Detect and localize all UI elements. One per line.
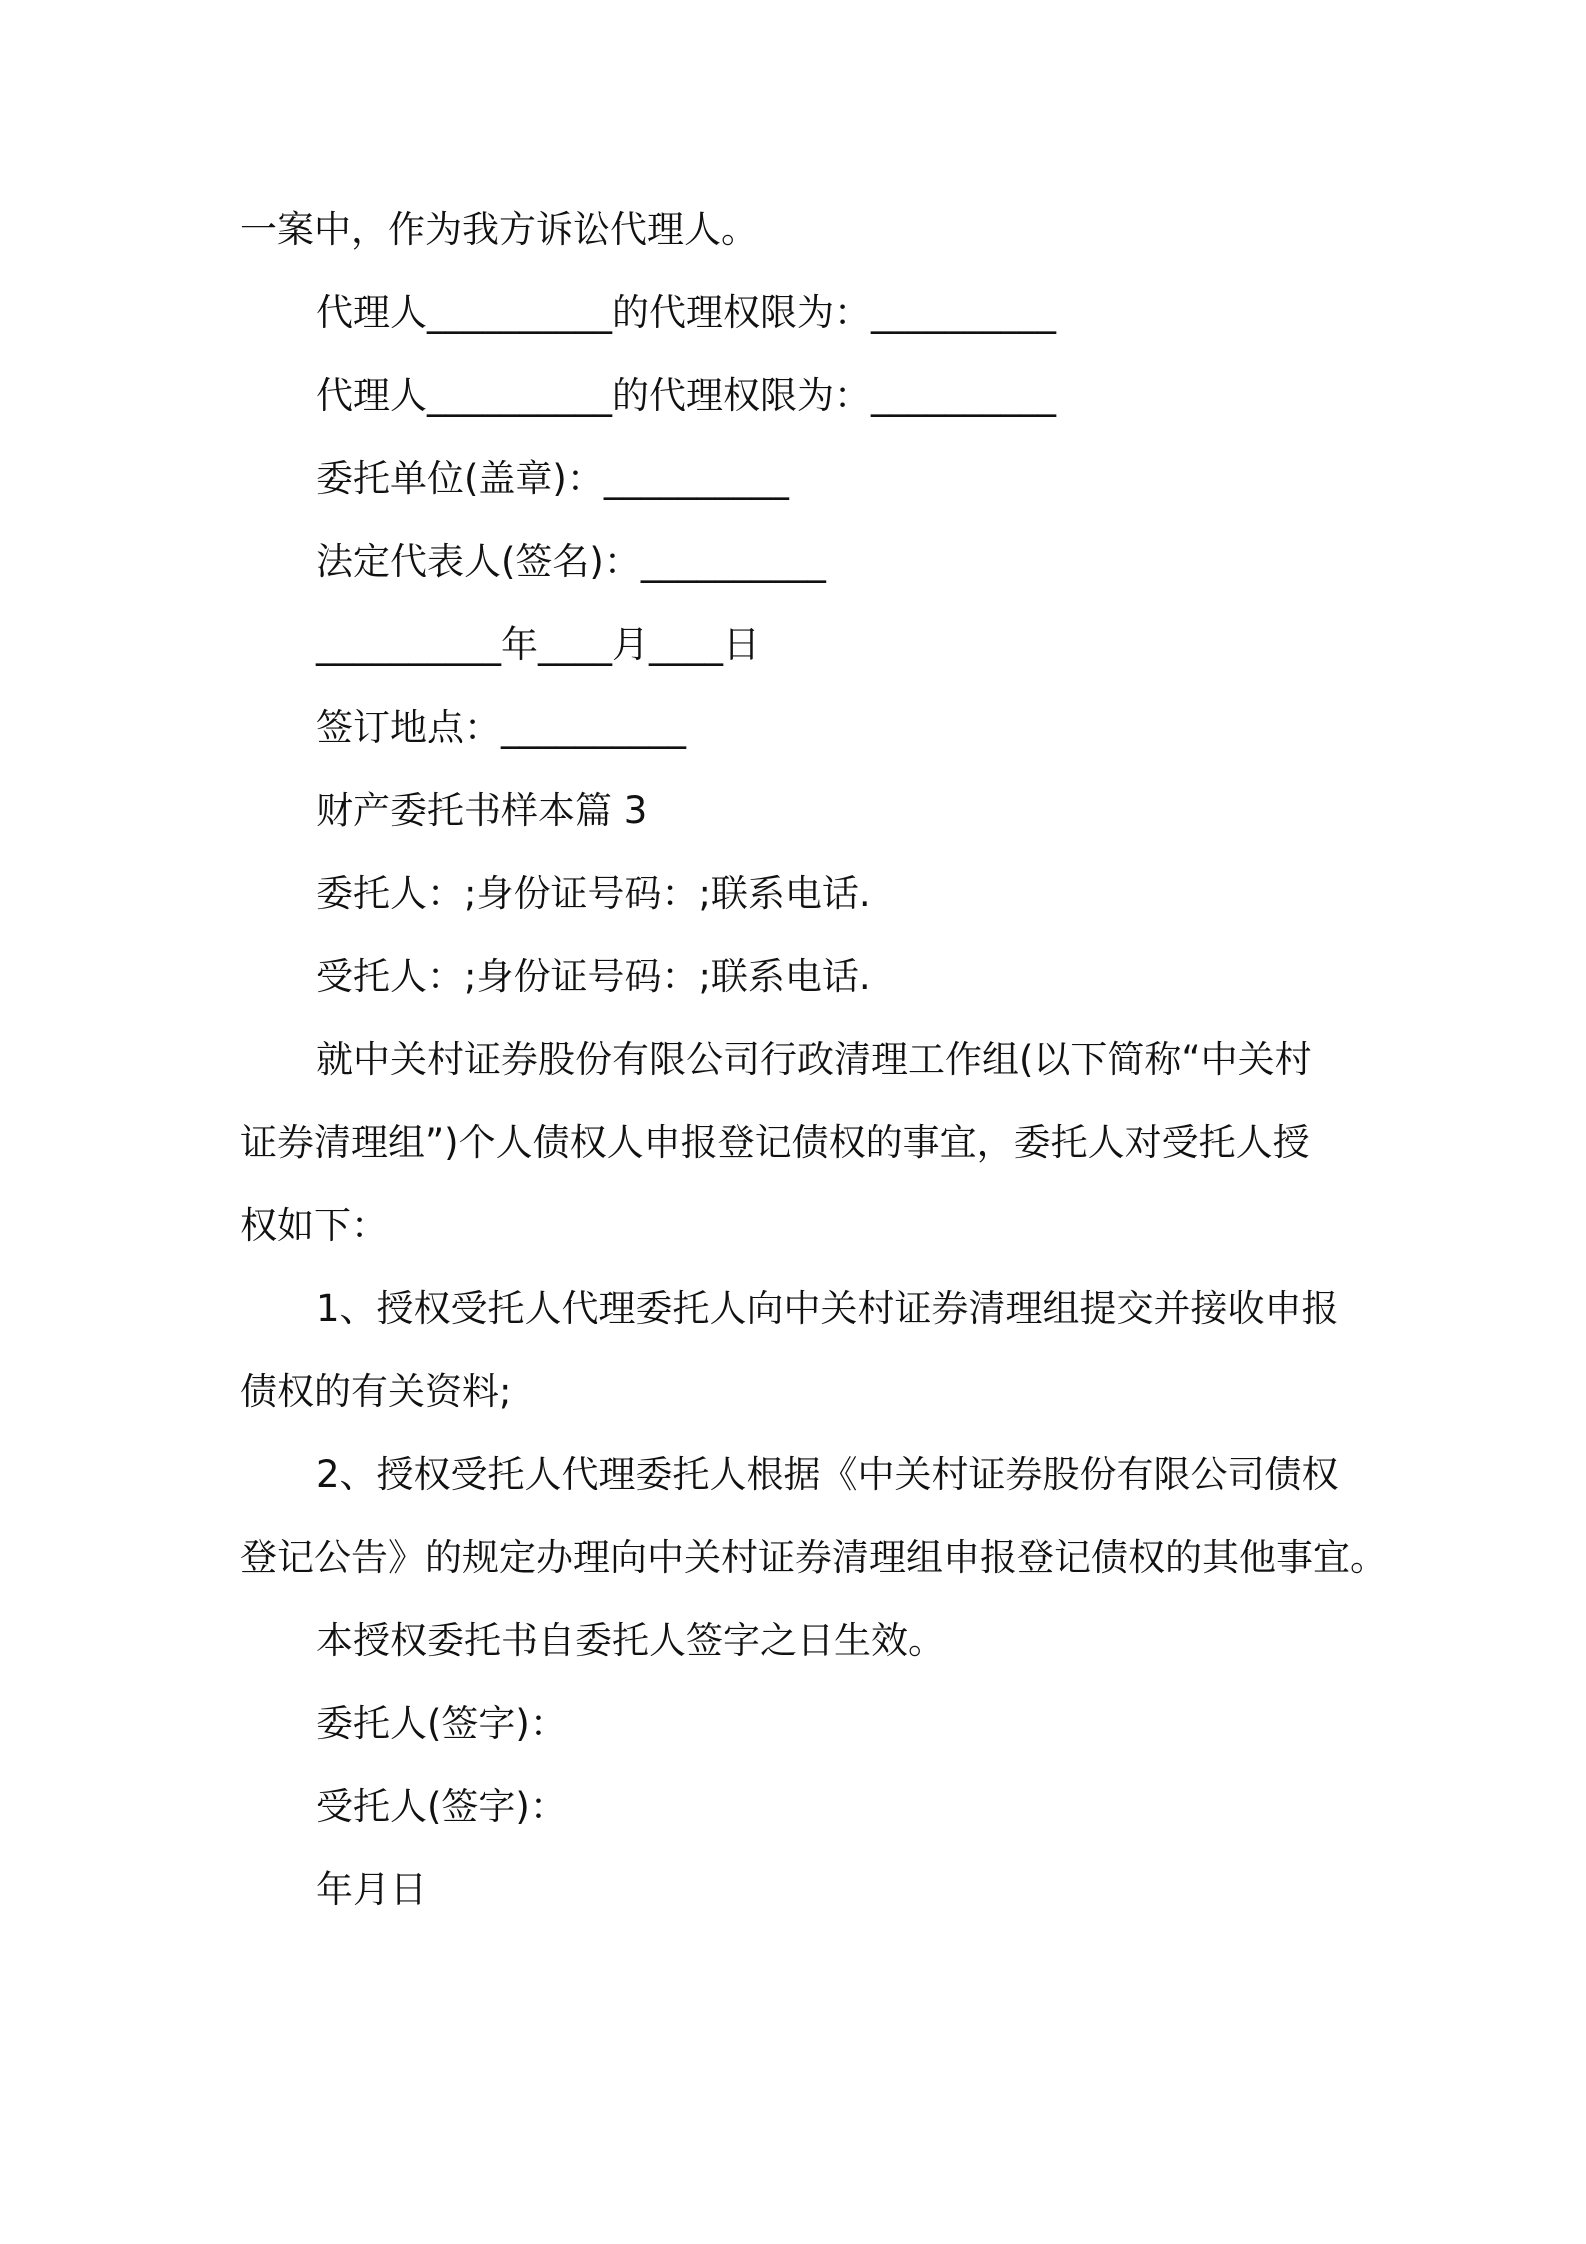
text-line: 年月日: [316, 1868, 427, 1911]
text-line: 委托单位(盖章)：__________: [316, 457, 789, 500]
text-line: 受托人(签字)：: [316, 1785, 567, 1828]
text-line: 委托人：;身份证号码：;联系电话.: [316, 872, 871, 915]
text-line: 2、授权受托人代理委托人根据《中关村证券股份有限公司债权: [316, 1453, 1339, 1496]
text-line: 法定代表人(签名)：__________: [316, 540, 826, 583]
text-line: 本授权委托书自委托人签字之日生效。: [316, 1619, 945, 1662]
text-line: 登记公告》的规定办理向中关村证券清理组申报登记债权的其他事宜。: [240, 1536, 1387, 1579]
text-line: 一案中，作为我方诉讼代理人。: [240, 208, 758, 251]
text-line: __________年____月____日: [316, 623, 760, 666]
text-line: 就中关村证券股份有限公司行政清理工作组(以下简称“中关村: [316, 1038, 1312, 1081]
text-line: 债权的有关资料;: [240, 1370, 512, 1413]
text-line: 签订地点：__________: [316, 706, 686, 749]
text-line: 1、授权受托人代理委托人向中关村证券清理组提交并接收申报: [316, 1287, 1339, 1330]
text-line: 受托人：;身份证号码：;联系电话.: [316, 955, 871, 998]
text-line: 证券清理组”)个人债权人申报登记债权的事宜，委托人对受托人授: [240, 1121, 1310, 1164]
section-heading: 财产委托书样本篇 3: [316, 789, 648, 832]
text-line: 代理人__________的代理权限为：__________: [316, 374, 1056, 417]
text-line: 代理人__________的代理权限为：__________: [316, 291, 1056, 334]
text-line: 权如下：: [240, 1204, 388, 1247]
text-line: 委托人(签字)：: [316, 1702, 567, 1745]
